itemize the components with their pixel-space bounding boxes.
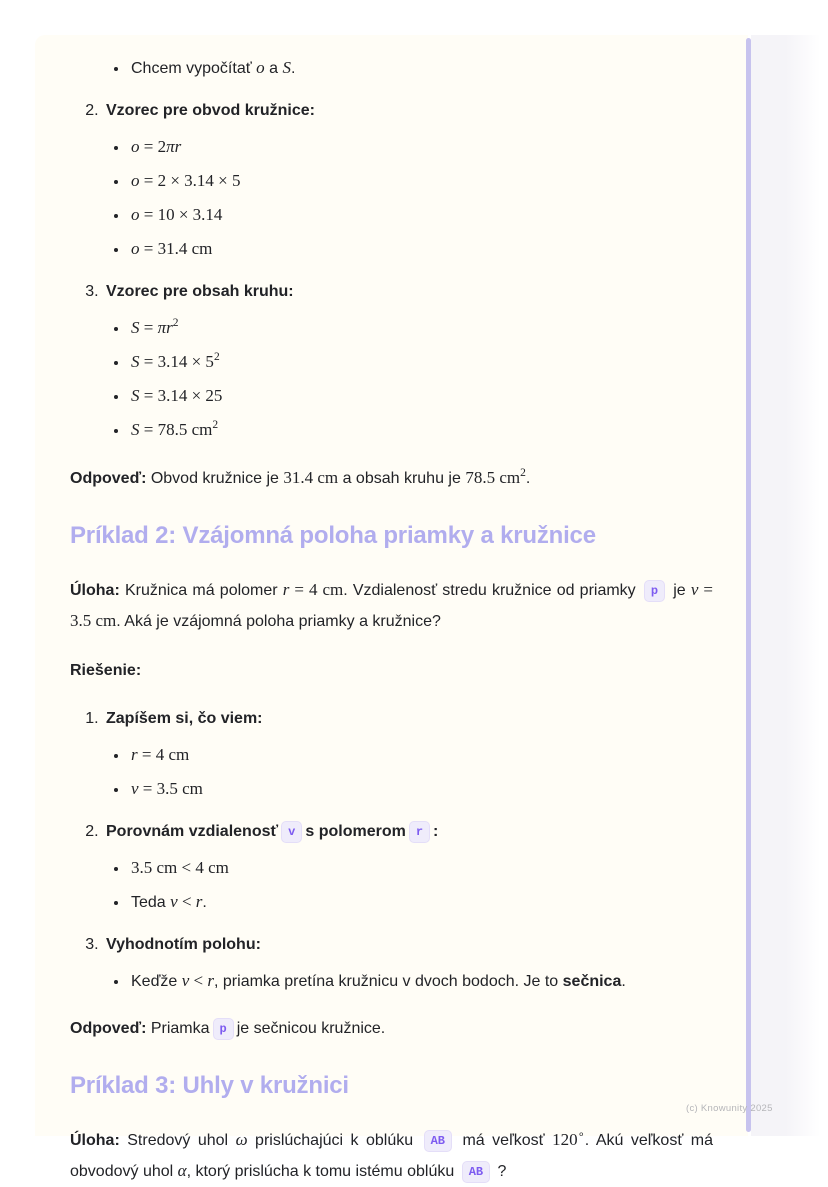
formula-item	[129, 775, 713, 803]
formula-item	[129, 382, 713, 410]
math-variable: r	[207, 971, 215, 990]
math-variable: v	[170, 892, 178, 911]
inline-code-badge: AB	[424, 1130, 452, 1152]
math-variable: r	[195, 892, 203, 911]
math-variable: S	[131, 420, 140, 439]
text-run: .	[621, 973, 626, 990]
bold-text: Úloha:	[70, 582, 120, 599]
math-variable: o	[131, 171, 140, 190]
math-variable: v	[131, 779, 139, 798]
text-run: Stredový uhol	[119, 1132, 236, 1149]
formula-item	[129, 348, 713, 376]
math-text: =	[139, 318, 158, 337]
math-text: <	[189, 971, 208, 990]
bold-text: Vzorec pre obvod kružnice:	[106, 102, 315, 119]
formula-item	[129, 133, 713, 161]
formula-list	[106, 854, 713, 916]
formula	[131, 860, 229, 877]
bold-text: Porovnám vzdialenosť	[106, 823, 279, 840]
math-text: = 4 cm	[289, 580, 344, 599]
example2-heading: Príklad 2: Vzájomná poloha priamky a kružnice	[70, 522, 596, 549]
math-variable: S	[131, 386, 140, 405]
formula-item	[129, 888, 713, 916]
step-item	[103, 278, 713, 444]
document-content	[35, 35, 748, 1187]
answer-paragraph-example1	[70, 463, 713, 494]
example3-heading: Príklad 3: Uhly v kružnici	[70, 1072, 349, 1099]
math-variable: πr	[157, 318, 173, 337]
inline-code-badge: r	[409, 821, 430, 843]
math-variable: o	[131, 205, 140, 224]
step-title	[106, 710, 263, 727]
knowunity-watermark: (c) Knowunity 2025	[686, 1103, 773, 1114]
text-run: Kružnica má polomer	[119, 582, 283, 599]
text-run: . Vzdialenosť stredu kružnice od priamky	[343, 582, 641, 599]
scrollbar-thumb[interactable]	[746, 38, 751, 1132]
superscript: 2	[213, 351, 220, 363]
math-text: = 3.5 cm	[138, 779, 203, 798]
bold-text: Odpoveď:	[70, 1020, 147, 1037]
text-run: . Akú veľkosť má obvodový uhol	[70, 1132, 713, 1180]
formula	[131, 747, 189, 764]
superscript: ∘	[577, 1129, 585, 1141]
formula-item	[129, 201, 713, 229]
math-text: = 3.14 × 25	[139, 386, 223, 405]
formula-item	[129, 416, 713, 444]
inline-code-badge: p	[213, 1018, 234, 1040]
step-title	[106, 283, 294, 300]
conclusion-list	[106, 967, 713, 995]
text-run: . Aká je vzájomná poloha priamky a kružnice?	[116, 613, 441, 630]
math-text: 31.4 cm	[283, 468, 339, 487]
text-run: je	[668, 582, 691, 599]
superscript: 2	[172, 317, 179, 329]
text-run: .	[290, 60, 296, 77]
formula	[131, 241, 212, 258]
viewer-side-gutter	[751, 35, 828, 1136]
formula	[131, 781, 203, 798]
answer-paragraph-example2	[70, 1014, 713, 1044]
formula-list	[106, 133, 713, 263]
text-run: prislúchajúci k oblúku	[247, 1132, 421, 1149]
bold-text: Vyhodnotím polohu:	[106, 936, 261, 953]
math-text: = 4 cm	[137, 745, 190, 764]
text-run: je sečnicou kružnice.	[236, 1020, 386, 1037]
formula	[131, 894, 207, 911]
text-run: a	[264, 60, 283, 77]
list-item	[129, 54, 713, 82]
step-item	[103, 705, 713, 803]
step-title	[106, 823, 438, 840]
math-text: 120	[552, 1130, 578, 1149]
text-run: Chcem vypočítať	[131, 60, 257, 77]
formula-list	[106, 741, 713, 803]
step-item	[103, 97, 713, 263]
rich-line	[131, 60, 295, 77]
math-variable: S	[131, 352, 140, 371]
math-text: = 2 × 3.14 × 5	[139, 171, 241, 190]
text-run: .	[525, 470, 531, 487]
math-text: = 78.5 cm	[139, 420, 213, 439]
text-run: má veľkosť	[455, 1132, 553, 1149]
bold-text: Vzorec pre obsah kruhu:	[106, 283, 294, 300]
solution-label	[70, 656, 713, 686]
text-run: .	[202, 894, 207, 911]
formula-item	[129, 854, 713, 882]
superscript: 2	[520, 467, 526, 479]
step-title	[106, 936, 261, 953]
math-text: = 2	[139, 137, 167, 156]
text-run: Obvod kružnice je	[146, 470, 284, 487]
step-item	[103, 931, 713, 995]
numbered-steps-example2	[70, 705, 713, 995]
math-text: 78.5 cm	[465, 468, 521, 487]
formula-item	[129, 314, 713, 342]
rich-line	[131, 973, 626, 990]
math-variable: o	[131, 137, 140, 156]
text-run: , priamka pretína kružnicu v dvoch bodoch. Je to	[214, 973, 563, 990]
formula-list	[106, 314, 713, 444]
math-variable: α	[177, 1161, 187, 1180]
math-variable: S	[282, 58, 291, 77]
math-text: = 3.5 cm	[70, 580, 714, 630]
inline-code-badge: AB	[462, 1161, 490, 1183]
text-run: ?	[493, 1163, 507, 1180]
bold-text: s polomerom	[305, 823, 406, 840]
bold-text: :	[433, 823, 439, 840]
bold-text: sečnica	[562, 973, 622, 990]
superscript: 2	[212, 419, 219, 431]
text-run: Teda	[131, 894, 171, 911]
numbered-steps-example1	[70, 97, 713, 444]
formula	[131, 388, 222, 405]
formula-item	[129, 741, 713, 769]
math-text: = 10 × 3.14	[139, 205, 223, 224]
math-variable: ω	[235, 1130, 248, 1149]
math-variable: πr	[166, 137, 182, 156]
step-title	[106, 102, 315, 119]
bold-text: Riešenie:	[70, 662, 142, 679]
step-item	[103, 818, 713, 916]
formula	[131, 139, 181, 156]
bold-text: Zapíšem si, čo viem:	[106, 710, 263, 727]
math-variable: v	[181, 971, 190, 990]
math-variable: r	[131, 745, 138, 764]
task-paragraph-example2	[70, 575, 713, 637]
inline-code-badge: v	[281, 821, 302, 843]
math-text: = 3.14 × 5	[139, 352, 214, 371]
formula-item	[129, 235, 713, 263]
text-run: Keďže	[131, 973, 182, 990]
math-text: 3.5 cm < 4 cm	[131, 858, 229, 877]
inline-code-badge: p	[644, 580, 665, 602]
formula	[131, 207, 222, 224]
bold-text: Odpoveď:	[70, 470, 147, 487]
formula	[131, 419, 219, 439]
text-run: , ktorý prislúcha k tomu istému oblúku	[186, 1163, 459, 1180]
task-paragraph-example3	[70, 1125, 713, 1187]
formula	[131, 317, 179, 337]
math-variable: o	[256, 58, 265, 77]
conclusion-item	[129, 967, 713, 995]
bold-text: Úloha:	[70, 1132, 120, 1149]
math-variable: v	[690, 580, 699, 599]
math-text: <	[177, 892, 196, 911]
formula	[131, 173, 241, 190]
math-text: = 31.4 cm	[139, 239, 213, 258]
text-run: Priamka	[146, 1020, 210, 1037]
math-variable: o	[131, 239, 140, 258]
document-page-card	[35, 35, 748, 1180]
formula	[131, 351, 220, 371]
text-run: a obsah kruhu je	[338, 470, 466, 487]
intro-bullet-list	[106, 54, 713, 82]
math-variable: S	[131, 318, 140, 337]
math-variable: r	[282, 580, 290, 599]
formula-item	[129, 167, 713, 195]
